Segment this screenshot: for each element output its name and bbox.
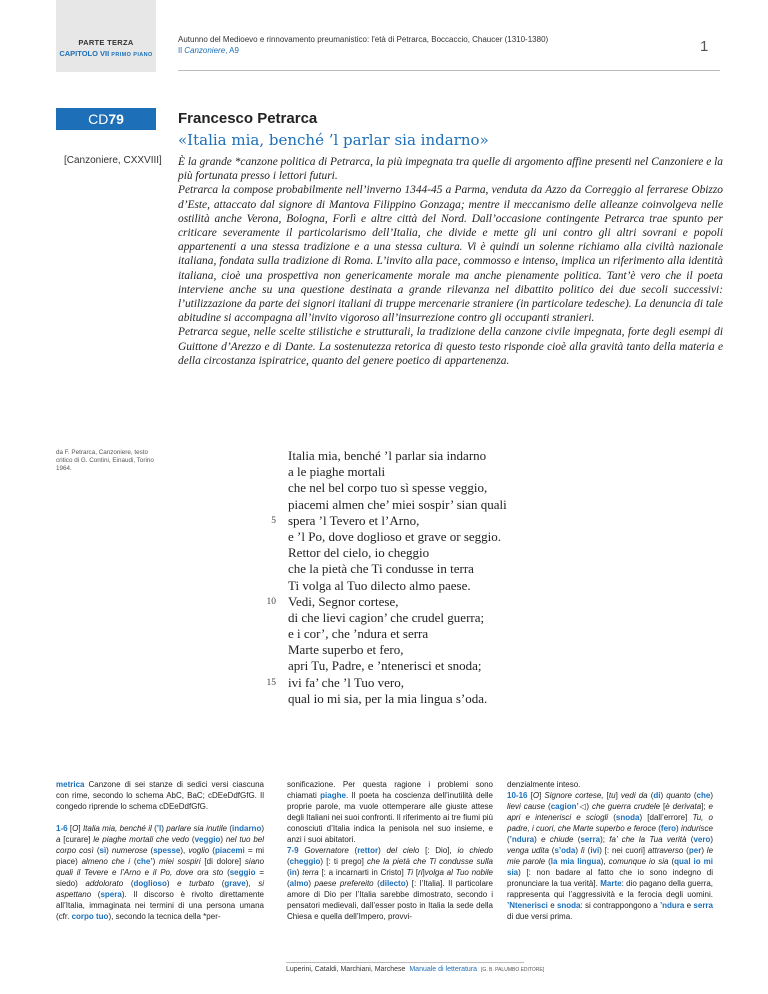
intro-paragraph: È la grande *canzone politica di Petrarca, la più impegnata tra quelle di argomento affine presenti nel Canzoniere e la più fortunata presso i lettori futuri. xyxy=(178,156,723,183)
verse-line xyxy=(288,658,507,674)
note-1 xyxy=(56,823,264,922)
footer-title: Manuale di letteratura xyxy=(409,966,478,973)
note-label: metrica xyxy=(56,780,85,789)
verse-line xyxy=(288,448,507,464)
verse-line xyxy=(288,578,507,594)
verse-text: che la pietà che Ti condusse in terra xyxy=(288,561,474,577)
header-rule xyxy=(178,70,720,71)
subtitle-prefix: Il xyxy=(178,46,185,55)
verse-line xyxy=(288,610,507,626)
verse-text: piacemi almen che’ miei sospir’ sian quali xyxy=(288,496,507,512)
introduction xyxy=(178,155,723,368)
source-reference: [Canzoniere, CXXVIII] xyxy=(64,155,162,166)
verse-text: Vedi, Segnor cortese, xyxy=(288,593,399,609)
verse-text: a le piaghe mortali xyxy=(288,464,386,480)
verse-line xyxy=(266,593,507,610)
verse-line xyxy=(288,561,507,577)
verse-text: e i cor’, che ’ndura et serra xyxy=(288,626,429,642)
verse-text: apri Tu, Padre, e ’ntenerisci et snoda; xyxy=(288,658,482,674)
footer-authors: Luperini, Cataldi, Marchiani, Marchese xyxy=(286,966,406,973)
verse-text: ivi fa’ che ’l Tuo vero, xyxy=(288,674,405,690)
verse-line xyxy=(288,529,507,545)
verse-text: che nel bel corpo tuo sì spesse veggio, xyxy=(288,480,488,496)
running-title: Autunno del Medioevo e rinnovamento preumanistico: l'età di Petrarca, Boccaccio, Chaucer (1310-1380) xyxy=(178,35,549,44)
subtitle-italic: Canzoniere xyxy=(184,46,226,55)
note-text: [O] Italia mia, benché il (’l) parlare sia inutile (indarno) a [curare] le piaghe mortali che vedo (veggio) nel tuo bel corpo così (sì) numerose (spesse), voglio (piacemi = mi piace) almeno che i (che’) miei sospiri [di dolore] siano quali il Tevere e l’Arno e il Po, dove ora sto (seggio = siedo) addolorato (doglioso) e turbato (grave), si aspettano (spera). Il discorso è rivolto direttamente all’Italia, immaginata nei termini di una persona umana (cfr. corpo tuo), secondo la tecnica della *per- xyxy=(56,824,265,921)
chapter-label xyxy=(56,49,156,58)
running-subtitle xyxy=(178,46,239,55)
intro-paragraph: Petrarca segue, nelle scelte stilistiche e strutturali, la tradizione della canzone civile impegnata, forte degli esempi di Guittone d’Arezzo e di Dante. La sostenutezza retorica di questo testo risponde cioè alla gravità tanto della materia e della circostanza ispiratrice, quanto del genere poetico di appartenenza. xyxy=(178,326,723,367)
author-name: Francesco Petrarca xyxy=(178,110,318,127)
footer-publisher: [G. B. PALUMBO EDITORE] xyxy=(480,967,545,973)
edition-note: da F. Petrarca, Canzoniere, testo critico di G. Contini, Einaudi, Torino 1964. xyxy=(56,449,154,472)
verse-number: 15 xyxy=(266,677,276,688)
note-label: 7-9 xyxy=(287,846,299,855)
verse-line xyxy=(288,497,507,513)
poem-text xyxy=(266,448,507,707)
footer-rule xyxy=(286,962,524,963)
verse-line xyxy=(288,626,507,642)
cd-prefix: CD xyxy=(88,111,109,127)
verse-number: 5 xyxy=(271,515,276,526)
note-2-cont: denzialmente inteso. xyxy=(507,780,581,789)
note-1-cont: sonificazione. Per questa ragione i problemi sono chiamati piaghe. Il poeta ha coscienza dell’inutilità delle proprie parole, ma vuole ottemperare alle giuste attese degli Italiani nei suoi confronti. Il riferimento ai tre fiumi più conosciuti d’Italia indica la penisola nel suo insieme, e anzi i suoi abitatori. xyxy=(287,780,493,844)
cd-badge xyxy=(56,108,156,130)
verse-line xyxy=(271,512,507,529)
verse-text: Marte superbo et fero, xyxy=(288,642,404,658)
chapter-tab xyxy=(56,0,156,72)
verse-text: qual io mi sia, per la mia lingua s’oda. xyxy=(288,690,488,706)
footer xyxy=(286,966,544,973)
chapter-sub: PRIMO PIANO xyxy=(111,52,153,58)
verse-line xyxy=(288,464,507,480)
verse-line xyxy=(288,545,507,561)
verse-text: e ’l Po, dove doglioso et grave or seggio. xyxy=(288,528,502,544)
verse-text: Italia mia, benché ’l parlar sia indarno xyxy=(288,448,487,463)
metrica-note xyxy=(56,779,264,812)
intro-paragraph: Petrarca la compose probabilmente nell’inverno 1344-45 a Parma, venduta da Azzo da Correggio al ferrarese Obizzo d’Este, attaccato dal signore di Mantova Filippino Gonzaga; mentre il meccanismo delle alleanze coinvolgeva nelle ostilità anche Verona, Bologna, Forlì e altre città del Nord. Dall’occasione contingente Petrarca trae spunto per criticare severamente il particolarismo dell’Italia, che divide e mette gli uni contro gli altri sovrani e popoli appartenenti a una stessa tradizione e a una stessa cultura. Vi è quindi un solenne richiamo alla civiltà nazionale italiana, fondata sulla tradizione di Roma. L’invito alla pace, commosso e intenso, implica un riferimento alla identità italiana, cioè una prospettiva non genericamente morale ma anche pienamente politica. Tant’è vero che il poeta interviene anche su una questione destinata a grande rilevanza nel dibattito politico dei due secoli successivi: l’utilizzazione da parte dei signori italiani di truppe mercenarie straniere (in particolare tedesche). La denuncia di tale abitudine si accompagna all’invito vigoroso all’insurrezione contro gli occupanti stranieri. xyxy=(178,184,723,325)
verse-text: Rettor del cielo, io cheggio xyxy=(288,545,430,561)
verse-line xyxy=(288,691,507,707)
verse-text: Ti volga al Tuo dilecto almo paese. xyxy=(288,577,471,593)
verse-text: spera ’l Tevero et l’Arno, xyxy=(288,512,420,528)
note-text: [O] Signore cortese, [tu] vedi da (di) quanto (che) lievi cause (cagion’◁) che guerra crudele [è derivata]; e apri e intenerisci e sciogli (snoda) [dall’errore] Tu, o padre, i cuori, che Marte superbo e feroce (fero) indurisce (’ndura) e chiude (serra); fa’ che la Tua verità (vero) venga udita (s’oda) lì (ivi) [: nei cuori] attraverso (per) le mie parole (la mia lingua), comunque io sia (qual io mi sia) [: non badare al fatto che io sono indegno di pronunciare la tua verità]. Marte: dio pagano della guerra, rappresenta qui l’aggressività e la ferocia degli uomini. ’Ntenerisci e snoda: si contrappongono a ’ndura e serra di due versi prima. xyxy=(507,791,714,921)
cd-number: 79 xyxy=(108,111,124,127)
notes-column-3 xyxy=(507,779,713,922)
chapter-number: CAPITOLO VII xyxy=(59,49,110,58)
part-label: PARTE TERZA xyxy=(78,38,134,47)
page-number: 1 xyxy=(700,38,709,55)
note-label: 1-6 xyxy=(56,824,68,833)
metrica-text: Canzone di sei stanze di sedici versi ciascuna con rime, secondo lo schema AbC, BaC; cDEeDdfGfG. Il congedo riprende lo schema cDEeDdfGfG. xyxy=(56,780,264,811)
verse-text: di che lievi cagion’ che crudel guerra; xyxy=(288,609,485,625)
notes-column-1 xyxy=(56,779,264,922)
poem-title: «Italia mia, benché ’l parlar sia indarno» xyxy=(178,131,489,149)
verse-line xyxy=(266,674,507,691)
subtitle-suffix: , A9 xyxy=(225,46,239,55)
note-3 xyxy=(507,790,713,922)
note-label: 10-16 xyxy=(507,791,528,800)
verse-line xyxy=(288,642,507,658)
verse-line xyxy=(288,480,507,496)
note-2 xyxy=(287,845,493,922)
note-text: Governatore (rettor) del cielo [: Dio], io chiedo (cheggio) [: ti prego] che la pietà che Ti condusse sulla (in) terra [: a incarnarti in Cristo] Ti [ri]volga al Tuo nobile (almo) paese prefereito (dilecto) [: l’Italia]. Il particolare amore di Dio per l’Italia sarebbe dimostrato, secondo i pensatori medievali, dall’esser posto in Italia la sede della Chiesa e quella dell’Impero, provvi- xyxy=(287,846,494,921)
notes-column-2 xyxy=(287,779,493,922)
verse-number: 10 xyxy=(266,596,276,607)
